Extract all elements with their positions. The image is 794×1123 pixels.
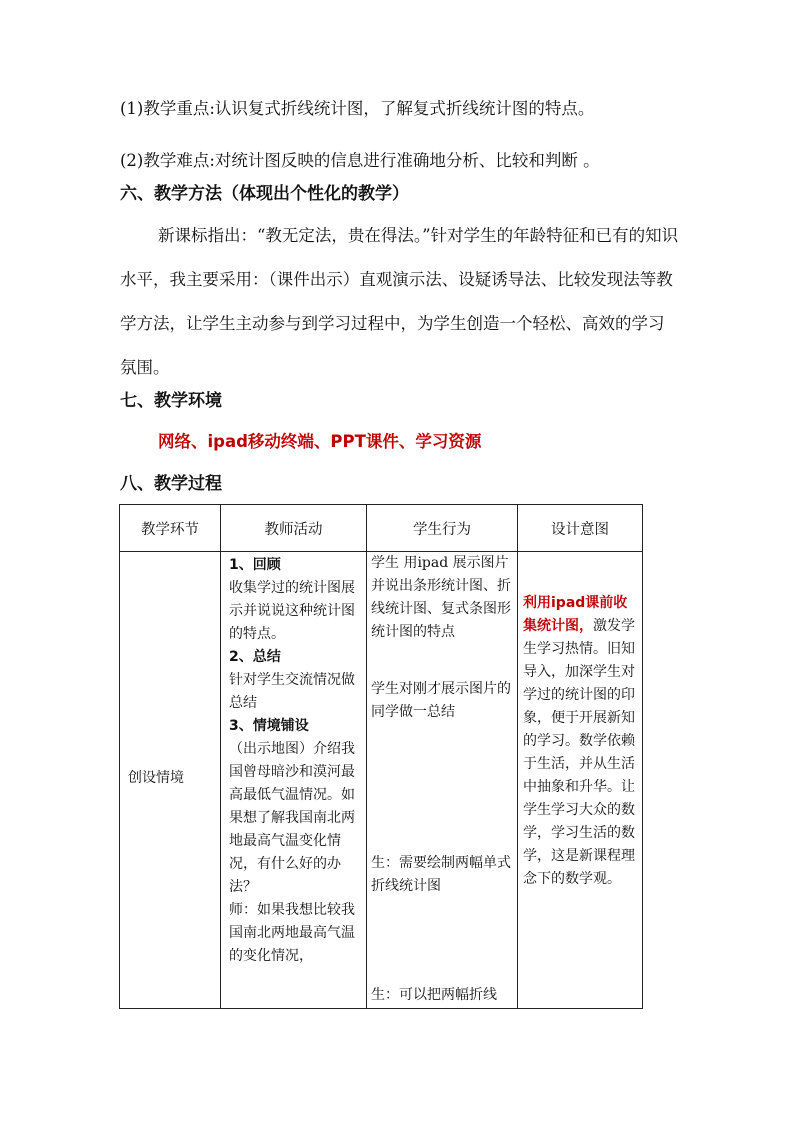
teacher-step-2-text: 针对学生交流情况做总结 [229,672,355,711]
teacher-step-1-title: 1、回顾 [229,557,281,573]
table-row [120,552,643,1009]
section-8-title: 八、教学过程 [120,474,222,494]
teaching-process-table [119,504,643,1009]
table-header-row [120,505,643,552]
stage-cell [120,552,221,1009]
design-intent-highlight: 利用ipad课前收集统计图， [523,595,628,634]
teacher-cell [221,552,367,1009]
section-7-title: 七、教学环境 [120,391,222,411]
teacher-step-3-question: 师：如果我想比较我国南北两地最高气温的变化情况， [229,902,355,964]
student-behavior-1: 学生 用ipad 展示图片并说出条形统计图、折线统计图、复式条图形统计图的特点 [371,555,511,640]
student-behavior-3: 生：需要绘制两幅单式折线统计图 [371,855,511,894]
design-intent [523,592,639,891]
header-student: 学生行为 [367,505,518,552]
teacher-step-3-text: （出示地图）介绍我国曾母暗沙和漠河最高最低气温情况。如果想了解我国南北两地最高气温变化情况，有什么好的办法？ [229,741,355,895]
header-stage: 教学环节 [120,505,221,552]
section-6-body: 新课标指出：“教无定法，贵在得法。”针对学生的年龄特征和已有的知识水平，我主要采用：（课件出示）直观演示法、设疑诱导法、比较发现法等教学方法，让学生主动参与到学习过程中，为学生创造一个轻松、高效的学习氛围。 [120,226,679,377]
teacher-step-3-title: 3、情境铺设 [229,718,309,734]
student-cell [367,552,518,1009]
header-teacher: 教师活动 [221,505,367,552]
section-7-body: 网络、ipad移动终端、PPT课件、学习资源 [158,432,482,451]
key-point: (1)教学重点:认识复式折线统计图，了解复式折线统计图的特点。 [120,99,595,118]
stage-label: 创设情境 [128,770,184,786]
design-cell [518,552,643,1009]
teacher-step-2-title: 2、总结 [229,649,281,665]
difficult-point: (2)教学难点:对统计图反映的信息进行准确地分析、比较和判断 。 [120,151,600,170]
section-6-title: 六、教学方法（体现出个性化的教学） [120,184,409,204]
student-behavior-2: 学生对刚才展示图片的同学做一总结 [371,681,511,720]
design-intent-text: 激发学生学习热情。旧知导入，加深学生对学过的统计图的印象，便于开展新知的学习。数学依赖于生活，并从生活中抽象和升华。让学生学习大众的数学，学习生活的数学，这是新课程理念下的数学观。 [523,618,635,887]
teacher-step-1-text: 收集学过的统计图展示并说说这种统计图的特点。 [229,580,355,642]
header-design: 设计意图 [518,505,643,552]
student-behavior-4: 生：可以把两幅折线 [371,987,497,1003]
